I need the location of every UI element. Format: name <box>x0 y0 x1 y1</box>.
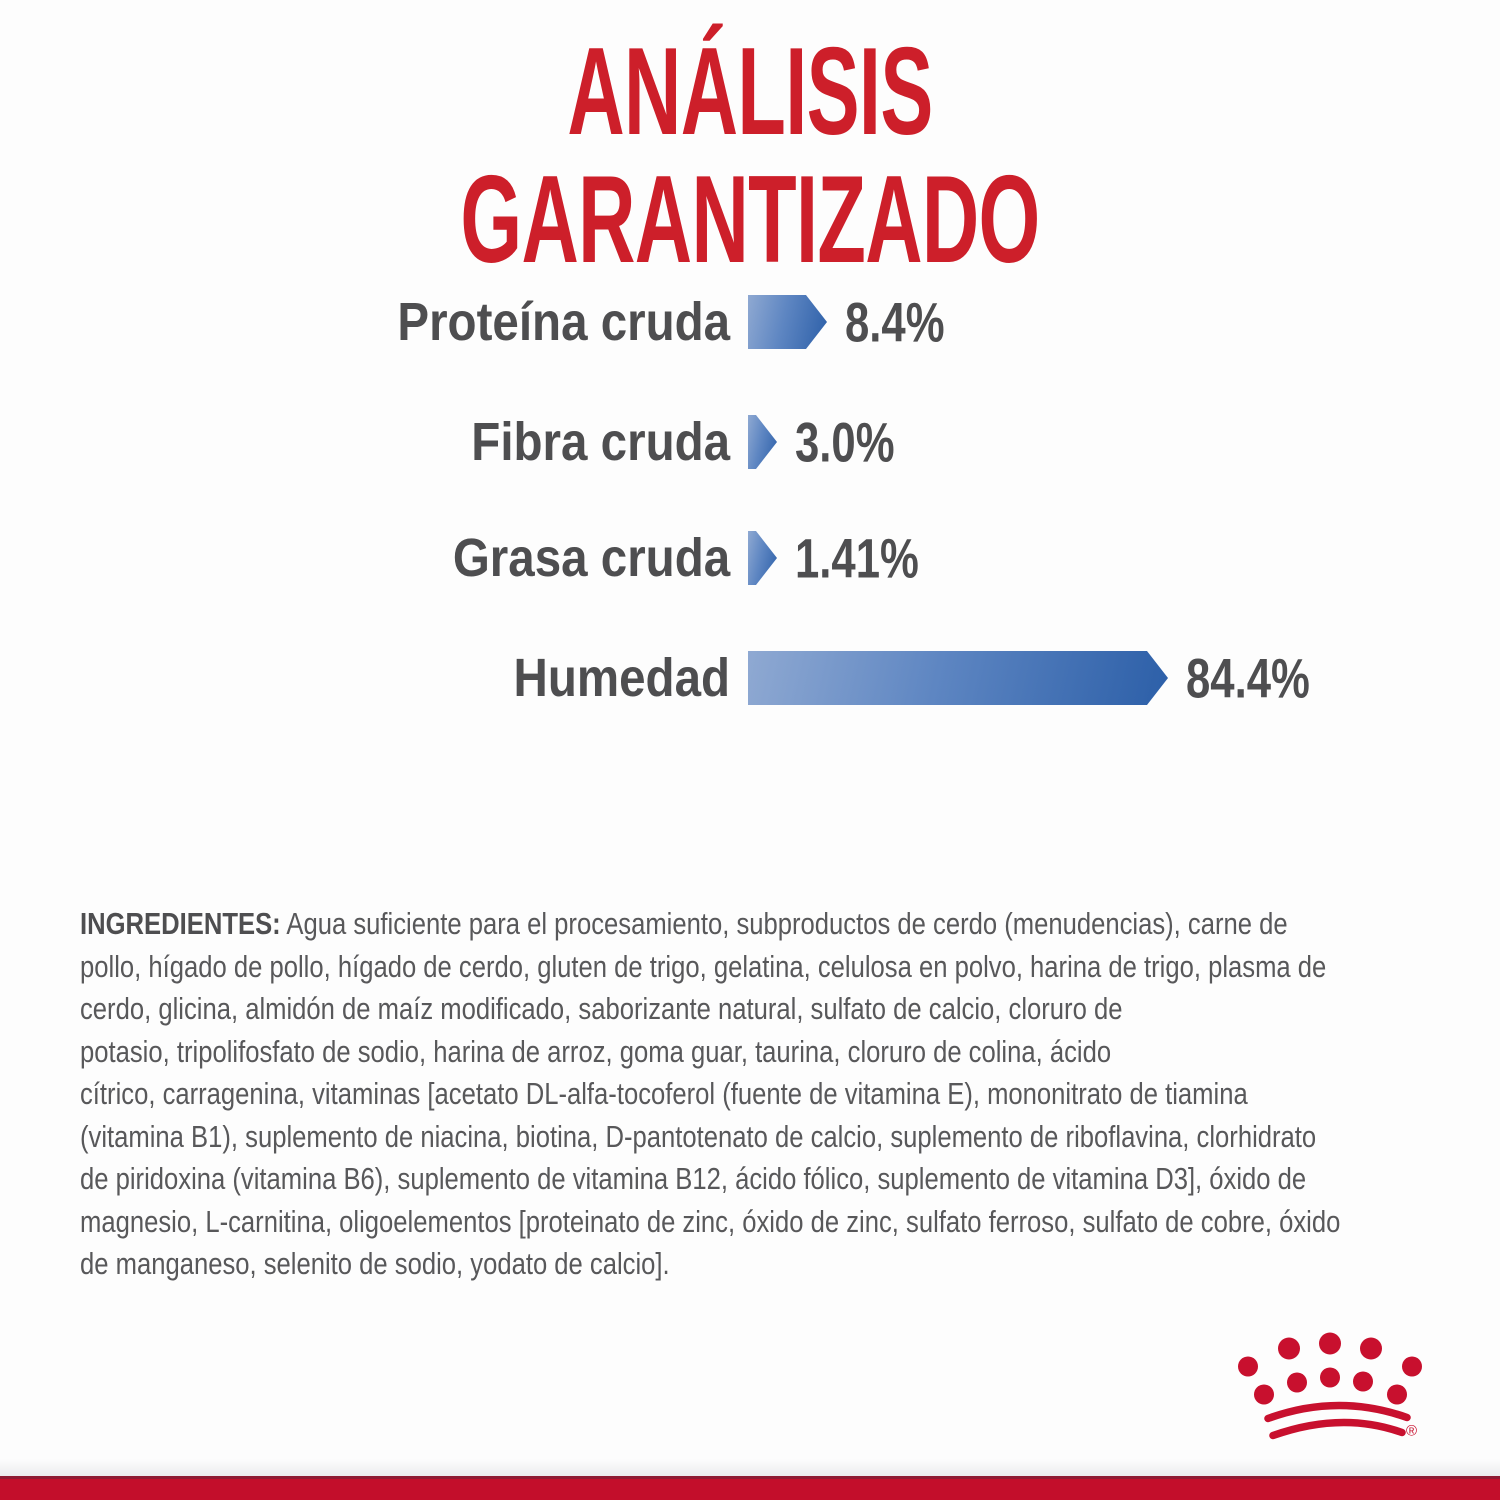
ingredients-line: de piridoxina (vitamina B6), suplemento de vitamina B12, ácido fólico, suplemento de vitamina D3], óxido de <box>80 1162 1307 1196</box>
footer-divider <box>0 1459 1500 1476</box>
analysis-row <box>0 646 1500 710</box>
nutrient-label: Humedad <box>513 648 730 708</box>
ingredients-paragraph <box>80 903 1500 1286</box>
royal-canin-crown-logo <box>1238 1330 1433 1450</box>
ingredients-line: (vitamina B1), suplemento de niacina, biotina, D-pantotenato de calcio, suplemento de riboflavina, clorhidrato <box>80 1119 1317 1154</box>
ingredients-line: de manganeso, selenito de sodio, yodato de calcio]. <box>80 1247 670 1281</box>
value-label: 1.41% <box>795 526 919 590</box>
crown-arc-upper <box>1268 1405 1407 1418</box>
ingredients-line: magnesio, L-carnitina, oligoelementos [proteinato de zinc, óxido de zinc, sulfato ferroso, sulfato de cobre, óxido <box>80 1204 1341 1239</box>
ingredients-heading: INGREDIENTES: <box>80 907 281 941</box>
value-bar <box>748 651 1168 705</box>
nutrient-label: Proteína cruda <box>397 292 730 352</box>
value-bar <box>748 531 777 585</box>
page-title-line1: ANÁLISIS <box>567 23 933 161</box>
value-label: 8.4% <box>845 290 945 354</box>
ingredients-line: potasio, tripolifosfato de sodio, harina de arroz, goma guar, taurina, cloruro de colina, ácido <box>80 1034 1112 1069</box>
value-bar <box>748 295 827 349</box>
nutrient-label: Fibra cruda <box>471 412 730 472</box>
footer-red-band <box>0 1476 1500 1500</box>
analysis-row <box>0 410 1500 474</box>
ingredients-line: cítrico, carragenina, vitaminas [acetato DL-alfa-tocoferol (fuente de vitamina E), mononitrato de tiamina <box>80 1077 1248 1111</box>
analysis-row <box>0 290 1500 354</box>
value-bar <box>748 415 777 469</box>
nutrient-label: Grasa cruda <box>452 528 730 588</box>
crown-arc-lower <box>1273 1422 1402 1435</box>
value-label: 84.4% <box>1186 646 1310 710</box>
registered-trademark-icon: ® <box>1406 1422 1418 1440</box>
analysis-row <box>0 526 1500 590</box>
ingredients-line: INGREDIENTES: Agua suficiente para el procesamiento, subproductos de cerdo (menudencias), carne de <box>80 907 1288 941</box>
ingredients-line: pollo, hígado de pollo, hígado de cerdo, gluten de trigo, gelatina, celulosa en polvo, harina de trigo, plasma de <box>80 949 1327 984</box>
ingredients-line: cerdo, glicina, almidón de maíz modificado, saborizante natural, sulfato de calcio, cloruro de <box>80 992 1123 1026</box>
page-title <box>0 23 1500 289</box>
value-label: 3.0% <box>795 410 895 474</box>
page-title-line2: GARANTIZADO <box>460 151 1040 289</box>
